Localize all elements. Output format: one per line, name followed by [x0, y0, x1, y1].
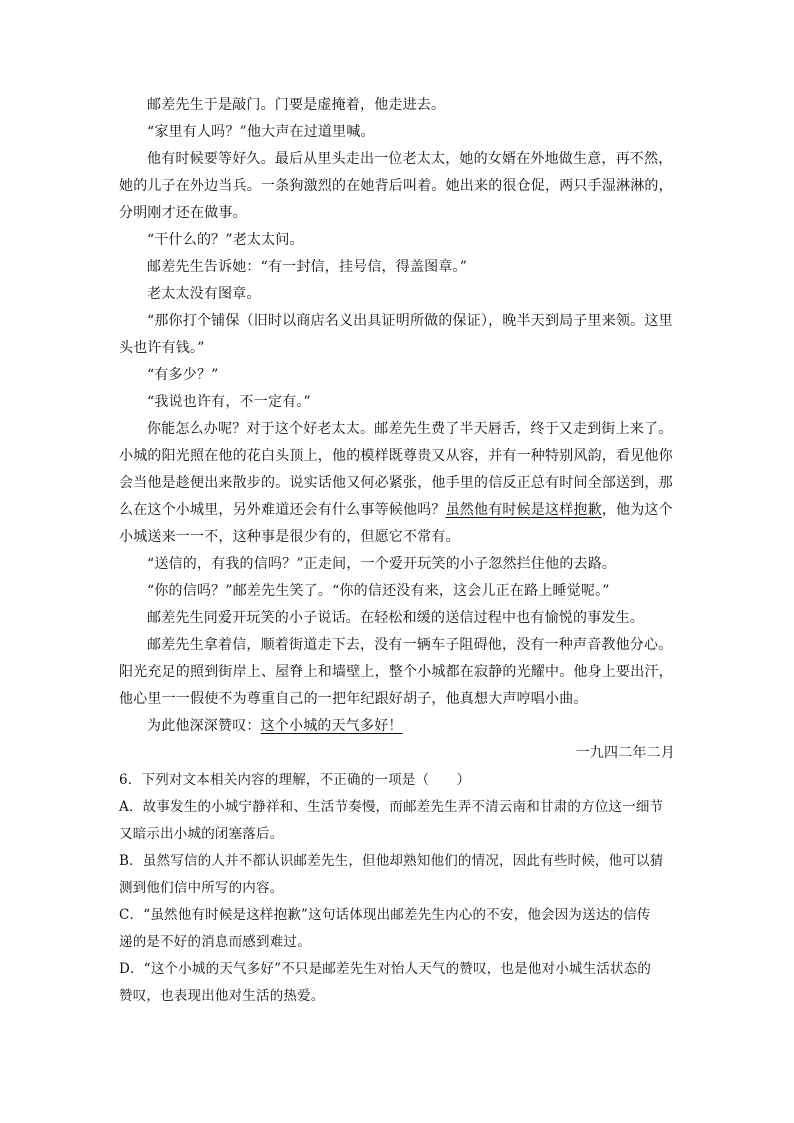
text-span: 为此他深深赞叹： [147, 718, 261, 734]
story-passage [119, 92, 675, 767]
paragraph-line: 她的儿子在外边当兵。一条狗激烈的在她背后叫着。她出来的很仓促，两只手湿淋淋的， [119, 178, 673, 194]
paragraph-line: 老太太没有图章。 [147, 286, 261, 302]
option-d-line: D．“这个小城的天气多好”不只是邮差先生对怡人天气的赞叹，也是他对小城生活状态的 [119, 961, 652, 977]
question-stem: 6．下列对文本相关内容的理解，不正确的一项是（ ） [119, 772, 471, 788]
paragraph-line: 他心里一一假使不为尊重自己的一把年纪跟好胡子，他真想大声哼唱小曲。 [119, 691, 588, 707]
option-b-line: B．虽然写信的人并不都认识邮差先生，但他却熟知他们的情况，因此有些时候，他可以猜 [119, 853, 664, 869]
option-a-line: A．故事发生的小城宁静祥和、生活节奏慢，而邮差先生弄不清云南和甘肃的方位这一细节 [119, 799, 664, 815]
paragraph-line: 邮差先生于是敲门。门要是虚掩着，他走进去。 [147, 97, 446, 113]
paragraph-line: 邮差先生告诉她：“有一封信，挂号信，得盖图章。” [147, 259, 468, 275]
paragraph-line: 小城的阳光照在他的花白头顶上，他的模样既尊贵又从容，并有一种特别风韵，看见他你 [119, 448, 673, 464]
paragraph-line: 邮差先生同爱开玩笑的小子说话。在轻松和缓的送信过程中也有愉悦的事发生。 [147, 610, 644, 626]
paragraph-line: “我说也许有，不一定有。” [147, 394, 311, 410]
paragraph-line: 阳光充足的照到街岸上、屋脊上和墙壁上，整个小城都在寂静的光耀中。他身上要出汗， [119, 664, 673, 680]
paragraph-line: 你能怎么办呢？对于这个好老太太。邮差先生费了半天唇舌，终于又走到街上来了。 [147, 421, 673, 437]
paragraph-line: “那你打个铺保（旧时以商店名义出具证明所做的保证），晚半天到局子里来领。这里 [147, 313, 673, 329]
paragraph-line: 头也许有钱。” [119, 340, 205, 356]
text-span: 么在这个小城里，另外难道还会有什么事等候他吗？ [119, 502, 446, 518]
paragraph-line: “有多少？” [147, 367, 219, 383]
paragraph-line: 邮差先生拿着信，顺着街道走下去，没有一辆车子阻碍他，没有一种声音教他分心。 [147, 637, 673, 653]
option-c-line: 递的是不好的消息而感到难过。 [119, 934, 311, 950]
paragraph-line [119, 713, 675, 740]
paragraph-line: “干什么的？”老太太问。 [147, 232, 304, 248]
paragraph-line: “你的信吗？”邮差先生笑了。“你的信还没有来，这会儿正在路上睡觉呢。” [147, 583, 610, 599]
text-span: ，他为这个 [601, 502, 673, 518]
paragraph-line: 分明刚才还在做事。 [119, 205, 247, 221]
paragraph-line: “家里有人吗？”他大声在过道里喊。 [147, 124, 375, 140]
option-b-line: 测到他们信中所写的内容。 [119, 880, 284, 896]
option-c-line: C．“虽然他有时候是这样抱歉”这句话体现出邮差先生内心的不安，他会因为送达的信传 [119, 907, 651, 923]
date-line: 一九四二年二月 [575, 745, 675, 761]
paragraph-line [119, 497, 675, 524]
option-d-line: 赞叹，也表现出他对生活的热爱。 [119, 988, 325, 1004]
underlined-sentence: 这个小城的天气多好！ [260, 718, 403, 734]
option-a-line: 又暗示出小城的闭塞落后。 [119, 826, 284, 842]
paragraph-line: 小城送来一一不，这种事是很少有的，但愿它不常有。 [119, 529, 460, 545]
question-block [119, 767, 675, 1010]
underlined-sentence: 虽然他有时候是这样抱歉 [445, 502, 602, 518]
paragraph-line: “送信的，有我的信吗？”正走间，一个爱开玩笑的小子忽然拦住他的去路。 [147, 556, 617, 572]
paragraph-line: 他有时候要等好久。最后从里头走出一位老太太，她的女婿在外地做生意，再不然， [147, 151, 673, 167]
paragraph-line: 会当他是趁便出来散步的。说实话他又何必紧张，他手里的信反正总有时间全部送到，那 [119, 475, 673, 491]
document-page [119, 92, 675, 1010]
